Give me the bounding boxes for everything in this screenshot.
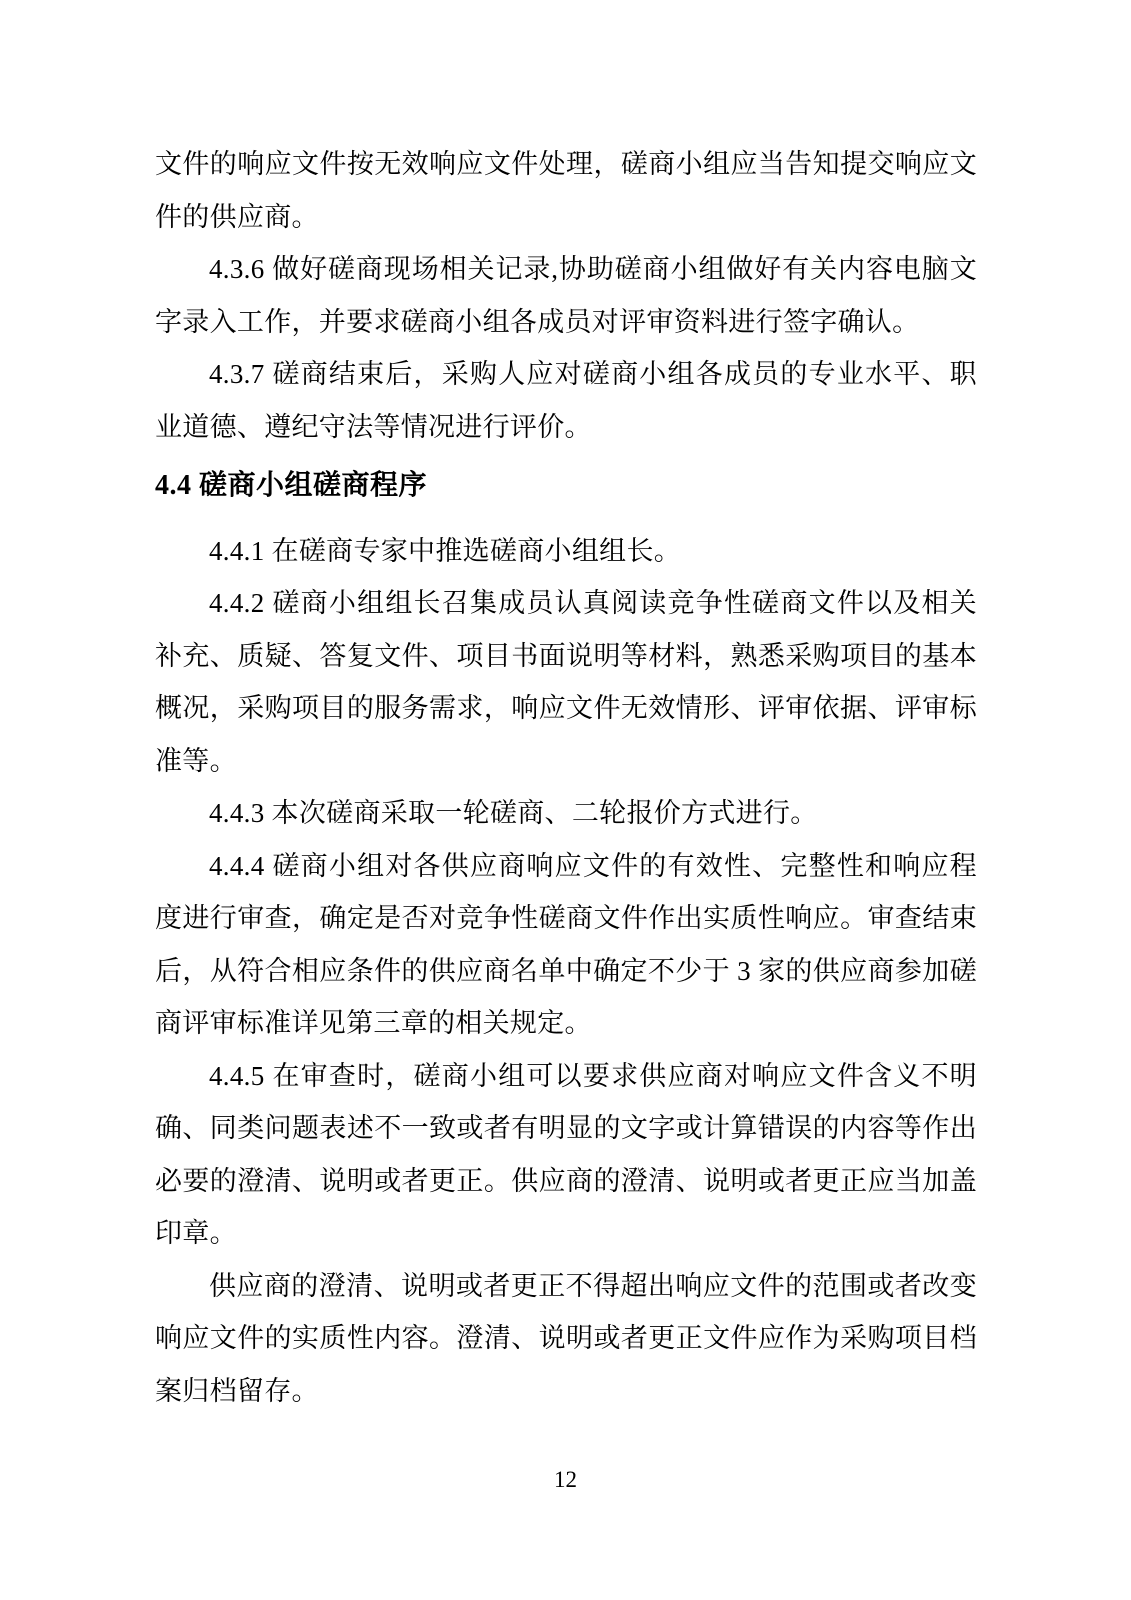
- paragraph-4-4-2: 4.4.2 磋商小组组长召集成员认真阅读竞争性磋商文件以及相关补充、质疑、答复文件、项目书面说明等材料，熟悉采购项目的基本概况，采购项目的服务需求，响应文件无效情形、评审依据、评审标准等。: [155, 588, 977, 776]
- paragraph-4-3-7: 4.3.7 磋商结束后，采购人应对磋商小组各成员的专业水平、职业道德、遵纪守法等情况进行评价。: [155, 359, 977, 442]
- section-heading-4-4: 4.4 磋商小组磋商程序: [155, 470, 428, 501]
- paragraph-4-4-3: 4.4.3 本次磋商采取一轮磋商、二轮报价方式进行。: [209, 798, 818, 828]
- paragraph-4-4-5: 4.4.5 在审查时，磋商小组可以要求供应商对响应文件含义不明确、同类问题表述不一致或者有明显的文字或计算错误的内容等作出必要的澄清、说明或者更正。供应商的澄清、说明或者更正应当加盖印章。: [155, 1060, 977, 1248]
- paragraph-4-4-1: 4.4.1 在磋商专家中推选磋商小组组长。: [209, 535, 682, 566]
- document-body: [155, 138, 977, 1417]
- page-number: 12: [554, 1467, 577, 1492]
- paragraph: 文件的响应文件按无效响应文件处理，磋商小组应当告知提交响应文件的供应商。: [155, 149, 977, 232]
- paragraph-4-4-4: 4.4.4 磋商小组对各供应商响应文件的有效性、完整性和响应程度进行审查，确定是否对竞争性磋商文件作出实质性响应。审查结束后，从符合相应条件的供应商名单中确定不少于 3 家的供应商参加磋商评审标准详见第三章的相关规定。: [155, 850, 977, 1038]
- paragraph-4-3-6: 4.3.6 做好磋商现场相关记录,协助磋商小组做好有关内容电脑文字录入工作，并要求磋商小组各成员对评审资料进行签字确认。: [155, 254, 977, 337]
- paragraph-clarification: 供应商的澄清、说明或者更正不得超出响应文件的范围或者改变响应文件的实质性内容。澄清、说明或者更正文件应作为采购项目档案归档留存。: [155, 1270, 977, 1406]
